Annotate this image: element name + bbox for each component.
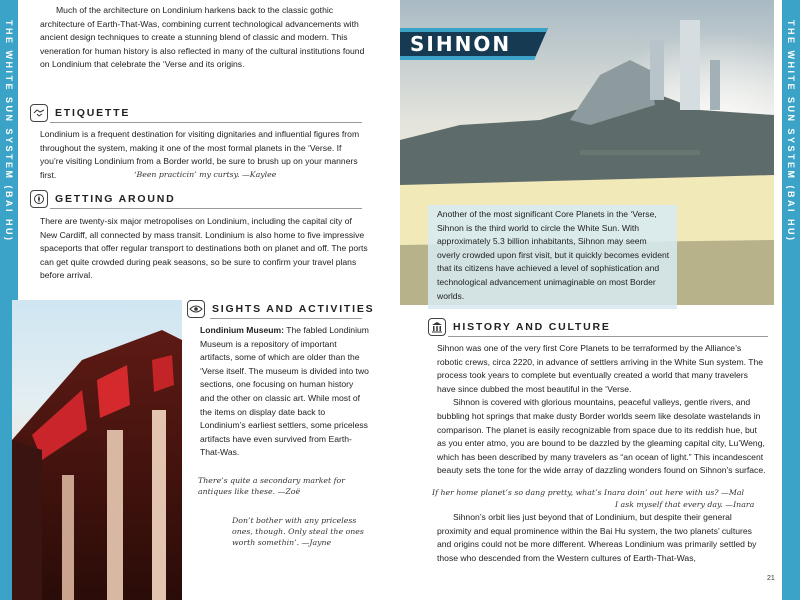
sihnon-intro-box (428, 205, 677, 309)
etiquette-heading (30, 104, 130, 122)
museum-name: Londinium Museum: (200, 325, 285, 335)
sights-heading (187, 300, 374, 318)
inara-note: I ask myself that every day. —Inara (615, 500, 755, 509)
kaylee-note: ‘Been practicin’ my curtsy. —Kaylee (134, 170, 277, 179)
sights-title: SIGHTS AND ACTIVITIES (212, 303, 375, 315)
history-rule (448, 336, 768, 337)
sihnon-title: SIHNON (410, 32, 512, 56)
history-p3: Sihnon’s orbit lies just beyond that of Londinium, but despite their general proximity and equal prominence within the Bai Hu system, the two planets’ cultures and origins could not be more different. Whereas Londinium was primarily settled by those who descended from the Western cultures of Earth-That-Was, (437, 512, 757, 563)
jayne-note: Don’t bother with any priceless ones, though. Only steal the ones worth somethin’. —Jayne (232, 516, 364, 547)
sights-rule (210, 318, 362, 319)
museum-body: The fabled Londinium Museum is a repository of important artifacts, some of which are older than the ‘Verse itself. The museum is divided into two sections, one focusing on human history and the other on classic art. While most of the items on display date back to Londinium’s earliest settlers, some priceless artifacts have even survived from Earth-That-Was. (200, 325, 369, 458)
eye-icon (187, 300, 205, 318)
getting-around-body: There are twenty-six major metropolises on Londinium, including the capital city of New Cardiff, all connected by mass transit. Londinium is also home to five impressive spaceports that offer regular transport to destinations both on planet and off. The ports can get quite crowded during peak seasons, so be sure to confirm your travel plans before arrival. (40, 216, 368, 281)
history-p1: Sihnon was one of the very first Core Planets to be terraformed by the Alliance’s robotic crews, circa 2220, in advance of settlers arriving in the White Sun system. The process took years to complete but eventually created a world that many travelers have since dubbed the most beautiful in the ‘Verse. (437, 343, 764, 394)
sihnon-title-banner (400, 28, 548, 60)
mal-note: If her home planet’s so dang pretty, what’s Inara doin’ out here with us? —Mal (432, 488, 744, 497)
page-number: 21 (767, 575, 775, 582)
history-p2: Sihnon is covered with glorious mountains, peaceful valleys, gentle rivers, and bubbling hot springs that make dusty Border worlds seem like desolate wastelands in comparison. The planet is easily recognizable from space due to its reddish hue, but as you enter atmo, you are bound to be dazzled by the gleaming capital city, Lu’Weng, which has been described by many travelers as “an ocean of light.” This incandescent beauty sets the tone for the wide array of dazzling wonders found on Sihnon’s surface. (437, 397, 766, 476)
temple-icon (428, 318, 446, 336)
history-heading (428, 318, 611, 336)
intro-paragraph: Much of the architecture on Londinium harkens back to the classic gothic architecture of Earth-That-Was, combining current technological advancements with ancient design techniques to create a stunning blend of classic and modern. This veneration for human history is also reflected in many of the cultural institutions found on Londinium that celebrate the ‘Verse and its origins. (40, 5, 365, 70)
sihnon-intro-text: Another of the most significant Core Planets in the ‘Verse, Sihnon is the third world to circle the White Sun. With approximately 5.3 billion inhabitants, Sihnon may seem overly crowded upon first visit, but it quickly becomes evident that its citizens have achieved a level of sophistication and technological advancement unimaginable on most Border worlds. (437, 209, 670, 301)
getting-around-heading (30, 190, 175, 208)
compass-icon (30, 190, 48, 208)
right-sidebar-label: THE WHITE SUN SYSTEM (BAI HU) (786, 20, 796, 243)
handshake-icon (30, 104, 48, 122)
history-title: HISTORY AND CULTURE (453, 321, 611, 333)
left-sidebar-label: THE WHITE SUN SYSTEM (BAI HU) (4, 20, 14, 243)
getting-around-title: GETTING AROUND (55, 193, 176, 205)
etiquette-title: ETIQUETTE (55, 107, 131, 119)
etiquette-rule (50, 122, 362, 123)
zoe-note: There’s quite a secondary market for antiques like these. —Zoë (198, 476, 345, 496)
history-body (437, 342, 767, 478)
museum-paragraph (200, 324, 370, 460)
londinium-building-photo (12, 300, 182, 600)
getting-around-rule (50, 208, 362, 209)
etiquette-body: Londinium is a frequent destination for visiting dignitaries and influential figures from throughout the system, making it one of the most formal planets in the ‘Verse. If you’re visiting Londinium from a Border world, be sure to brush up on your manners first. (40, 129, 360, 180)
